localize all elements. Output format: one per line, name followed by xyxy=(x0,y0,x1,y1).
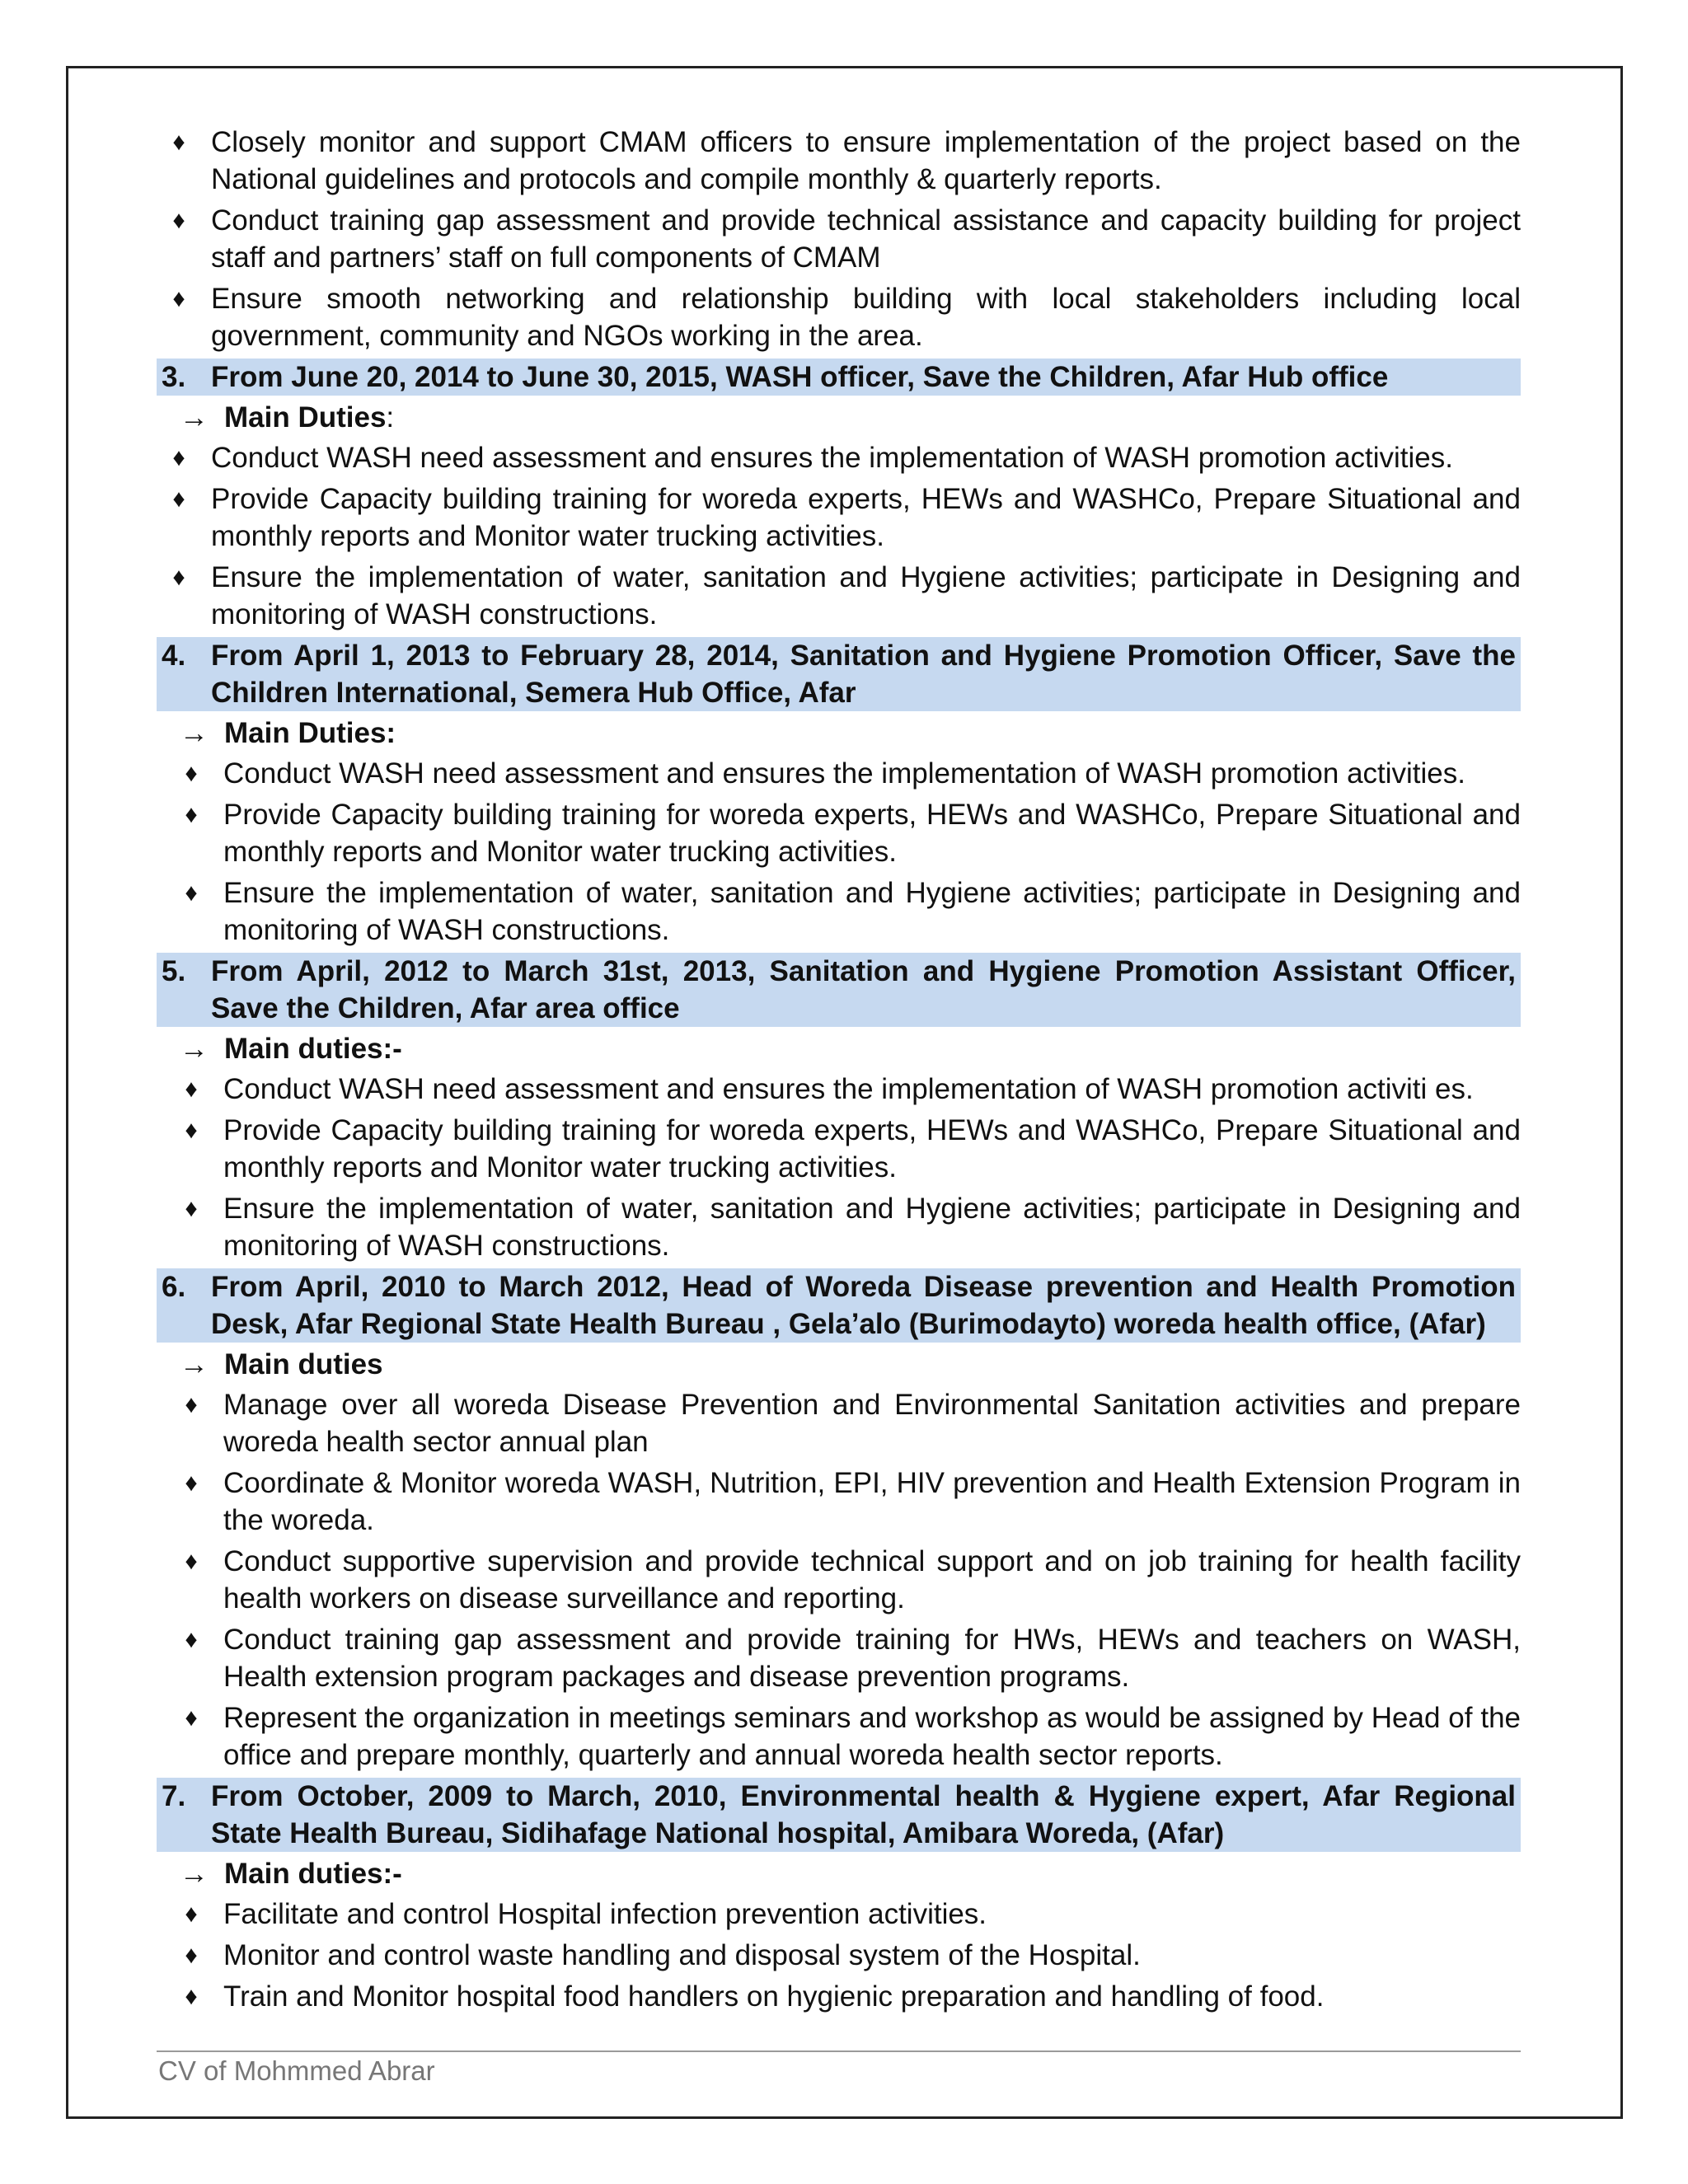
arrow-right-icon: → xyxy=(180,1033,209,1065)
diamond-bullet-icon: ♦ xyxy=(185,1391,198,1418)
footer-divider xyxy=(157,2050,1521,2052)
main-duties-label xyxy=(157,1030,1521,1067)
section-number: 6. xyxy=(162,1271,186,1303)
bullet-text: Closely monitor and support CMAM officers to ensure implementation of the project based on the National guidelines and protocols and compile monthly & quarterly reports. xyxy=(211,126,1521,195)
duties-label-text: Main duties:- xyxy=(224,1033,402,1065)
list-item xyxy=(157,1112,1521,1186)
duties-label-text: Main Duties xyxy=(224,401,387,434)
diamond-bullet-icon: ♦ xyxy=(185,760,198,787)
list-item xyxy=(157,1071,1521,1108)
diamond-bullet-icon: ♦ xyxy=(185,1704,198,1732)
experience-heading xyxy=(157,359,1521,396)
diamond-bullet-icon: ♦ xyxy=(185,1117,198,1144)
bullet-text: Train and Monitor hospital food handlers on hygienic preparation and handling of food. xyxy=(223,1980,1325,2013)
list-item xyxy=(157,124,1521,198)
list-item xyxy=(157,1465,1521,1539)
bullet-text: Ensure smooth networking and relationship building with local stakeholders including local government, community and NGOs working in the area. xyxy=(211,283,1521,352)
section-title: From October, 2009 to March, 2010, Environmental health & Hygiene expert, Afar Regional State Health Bureau, Sidihafage National hospital, Amibara Woreda, (Afar) xyxy=(211,1780,1516,1849)
experience-section xyxy=(157,637,1521,949)
arrow-right-icon: → xyxy=(180,401,209,434)
bullet-text: Provide Capacity building training for woreda experts, HEWs and WASHCo, Prepare Situational and monthly reports and Monitor water trucking activities. xyxy=(223,799,1521,868)
experience-heading xyxy=(157,1778,1521,1852)
bullet-text: Conduct training gap assessment and provide technical assistance and capacity building for project staff and partners’ staff on full components of CMAM xyxy=(211,204,1521,274)
page-footer: CV of Mohmmed Abrar xyxy=(158,2055,435,2086)
arrow-right-icon: → xyxy=(180,1858,209,1890)
diamond-bullet-icon: ♦ xyxy=(185,1076,198,1103)
list-item xyxy=(157,1190,1521,1264)
diamond-bullet-icon: ♦ xyxy=(185,1900,198,1928)
bullet-text: Represent the organization in meetings seminars and workshop as would be assigned by Head of the office and prepare monthly, quarterly and annual woreda health sector reports. xyxy=(223,1702,1521,1771)
list-item xyxy=(157,1896,1521,1933)
section-number: 4. xyxy=(162,640,186,672)
list-item xyxy=(157,1937,1521,1974)
section-title: From June 20, 2014 to June 30, 2015, WASH officer, Save the Children, Afar Hub office xyxy=(211,361,1389,393)
list-item xyxy=(157,1699,1521,1774)
diamond-bullet-icon: ♦ xyxy=(172,564,185,591)
experience-section xyxy=(157,359,1521,633)
bullet-text: Ensure the implementation of water, sanitation and Hygiene activities; participate in Designing and monitoring of WASH constructions. xyxy=(211,561,1521,630)
section-number: 5. xyxy=(162,955,186,987)
experience-heading xyxy=(157,1268,1521,1343)
bullet-text: Manage over all woreda Disease Prevention and Environmental Sanitation activities and prepare woreda health sector annual plan xyxy=(223,1389,1521,1458)
list-item xyxy=(157,1978,1521,2015)
main-duties-label xyxy=(157,715,1521,752)
bullet-text: Facilitate and control Hospital infection prevention activities. xyxy=(223,1898,987,1930)
list-item xyxy=(157,1543,1521,1617)
diamond-bullet-icon: ♦ xyxy=(172,485,185,513)
list-item xyxy=(157,202,1521,276)
experience-heading xyxy=(157,953,1521,1027)
list-item xyxy=(157,280,1521,354)
bullet-text: Conduct WASH need assessment and ensures the implementation of WASH promotion activiti es. xyxy=(223,1073,1474,1105)
experience-heading xyxy=(157,637,1521,711)
diamond-bullet-icon: ♦ xyxy=(172,444,185,471)
diamond-bullet-icon: ♦ xyxy=(185,1195,198,1222)
cv-content xyxy=(157,124,1521,2019)
experience-section xyxy=(157,1778,1521,2015)
bullet-text: Conduct training gap assessment and provide training for HWs, HEWs and teachers on WASH, Health extension program packages and disease prevention programs. xyxy=(223,1624,1521,1693)
bullet-text: Ensure the implementation of water, sanitation and Hygiene activities; participate in Designing and monitoring of WASH constructions. xyxy=(223,877,1521,946)
list-item xyxy=(157,439,1521,476)
duties-label-suffix: : xyxy=(386,401,395,434)
diamond-bullet-icon: ♦ xyxy=(185,1548,198,1575)
list-item xyxy=(157,480,1521,555)
experience-section xyxy=(157,953,1521,1264)
duties-label-text: Main duties:- xyxy=(224,1858,402,1890)
section-title: From April 1, 2013 to February 28, 2014, Sanitation and Hygiene Promotion Officer, Save the Children International, Semera Hub Office, Afar xyxy=(211,640,1516,709)
diamond-bullet-icon: ♦ xyxy=(185,1469,198,1497)
section-title: From April, 2010 to March 2012, Head of Woreda Disease prevention and Health Promotion Desk, Afar Regional State Health Bureau , Gela’alo (Burimodayto) woreda health office, (Afar) xyxy=(211,1271,1516,1340)
bullet-text: Conduct WASH need assessment and ensures the implementation of WASH promotion activities. xyxy=(223,757,1465,790)
diamond-bullet-icon: ♦ xyxy=(172,207,185,234)
section-title: From April, 2012 to March 31st, 2013, Sanitation and Hygiene Promotion Assistant Officer, Save the Children, Afar area office xyxy=(211,955,1516,1024)
bullet-text: Provide Capacity building training for woreda experts, HEWs and WASHCo, Prepare Situational and monthly reports and Monitor water trucking activities. xyxy=(223,1114,1521,1183)
arrow-right-icon: → xyxy=(180,1348,209,1380)
main-duties-label xyxy=(157,1346,1521,1383)
section-number: 3. xyxy=(162,361,186,393)
bullet-text: Coordinate & Monitor woreda WASH, Nutrition, EPI, HIV prevention and Health Extension Program in the woreda. xyxy=(223,1467,1521,1536)
bullet-text: Conduct supportive supervision and provide technical support and on job training for health facility health workers on disease surveillance and reporting. xyxy=(223,1545,1521,1615)
diamond-bullet-icon: ♦ xyxy=(185,1983,198,2010)
intro-bullet-list xyxy=(157,124,1521,354)
diamond-bullet-icon: ♦ xyxy=(172,285,185,312)
bullet-text: Ensure the implementation of water, sanitation and Hygiene activities; participate in Designing and monitoring of WASH constructions. xyxy=(223,1193,1521,1262)
diamond-bullet-icon: ♦ xyxy=(185,1626,198,1653)
diamond-bullet-icon: ♦ xyxy=(185,879,198,907)
list-item xyxy=(157,755,1521,792)
section-number: 7. xyxy=(162,1780,186,1812)
list-item xyxy=(157,796,1521,870)
diamond-bullet-icon: ♦ xyxy=(172,129,185,156)
list-item xyxy=(157,559,1521,633)
list-item xyxy=(157,1386,1521,1460)
bullet-text: Provide Capacity building training for woreda experts, HEWs and WASHCo, Prepare Situational and monthly reports and Monitor water trucking activities. xyxy=(211,483,1521,552)
diamond-bullet-icon: ♦ xyxy=(185,1942,198,1969)
duties-label-text: Main duties xyxy=(224,1348,383,1380)
bullet-text: Monitor and control waste handling and disposal system of the Hospital. xyxy=(223,1939,1141,1971)
diamond-bullet-icon: ♦ xyxy=(185,801,198,828)
main-duties-label xyxy=(157,399,1521,436)
list-item xyxy=(157,1621,1521,1695)
experience-section xyxy=(157,1268,1521,1774)
main-duties-label xyxy=(157,1855,1521,1892)
arrow-right-icon: → xyxy=(180,717,209,749)
list-item xyxy=(157,874,1521,949)
duties-label-text: Main Duties: xyxy=(224,717,396,749)
bullet-text: Conduct WASH need assessment and ensures the implementation of WASH promotion activities. xyxy=(211,442,1453,474)
